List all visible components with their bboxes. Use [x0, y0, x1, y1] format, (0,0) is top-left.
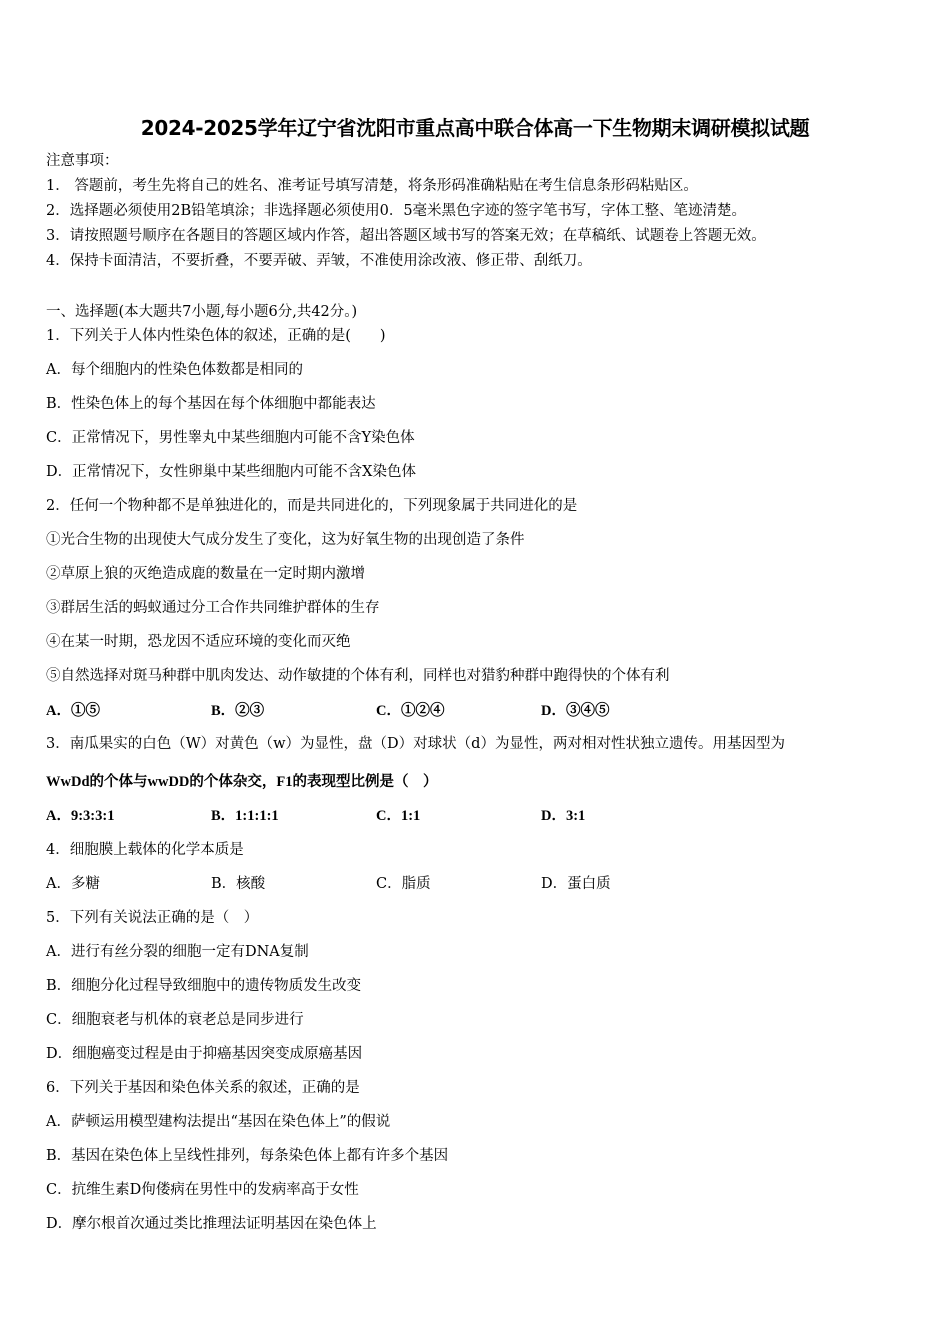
q2-statement-3: ③群居生活的蚂蚁通过分工合作共同维护群体的生存 [46, 600, 380, 616]
q6-option-b: B．基因在染色体上呈线性排列，每条染色体上都有许多个基因 [46, 1148, 449, 1164]
q3-option-c: C．1:1 [376, 808, 421, 824]
q1-stem: 1．下列关于人体内性染色体的叙述，正确的是( ) [46, 328, 386, 344]
q5-option-c: C．细胞衰老与机体的衰老总是同步进行 [46, 1012, 304, 1028]
q2-stem: 2．任何一个物种都不是单独进化的，而是共同进化的，下列现象属于共同进化的是 [46, 498, 578, 514]
notice-item-3: 3．请按照题号顺序在各题目的答题区域内作答，超出答题区域书写的答案无效；在草稿纸、试题卷上答题无效。 [46, 228, 766, 244]
q5-stem: 5．下列有关说法正确的是（ ） [46, 910, 259, 926]
q1-option-a: A．每个细胞内的性染色体数都是相同的 [46, 362, 303, 378]
q2-options [46, 701, 906, 721]
q2-option-b: B．②③ [211, 703, 265, 719]
q2-option-a: A．①⑤ [46, 703, 100, 719]
q4-option-b: B．核酸 [211, 876, 266, 892]
q6-option-c: C．抗维生素D佝偻病在男性中的发病率高于女性 [46, 1182, 359, 1198]
section-heading: 一、选择题(本大题共7小题,每小题6分,共42分。) [46, 304, 358, 320]
q3-option-b: B．1:1:1:1 [211, 808, 279, 824]
q6-option-d: D．摩尔根首次通过类比推理法证明基因在染色体上 [46, 1216, 377, 1232]
q5-option-d: D．细胞癌变过程是由于抑癌基因突变成原癌基因 [46, 1046, 363, 1062]
q3-stem-line-1: 3．南瓜果实的白色（W）对黄色（w）为显性，盘（D）对球状（d）为显性，两对相对性状独立遗传。用基因型为 [46, 736, 785, 752]
q2-statement-2: ②草原上狼的灭绝造成鹿的数量在一定时期内激增 [46, 566, 365, 582]
q6-option-a: A．萨顿运用模型建构法提出“基因在染色体上”的假说 [46, 1114, 391, 1130]
q2-statement-1: ①光合生物的出现使大气成分发生了变化，这为好氧生物的出现创造了条件 [46, 532, 525, 548]
q4-stem: 4．细胞膜上载体的化学本质是 [46, 842, 244, 858]
q1-option-d: D．正常情况下，女性卵巢中某些细胞内可能不含X染色体 [46, 464, 416, 480]
q4-options [46, 874, 906, 894]
q2-option-c: C．①②④ [376, 703, 445, 719]
q5-option-b: B．细胞分化过程导致细胞中的遗传物质发生改变 [46, 978, 362, 994]
q2-option-d: D．③④⑤ [541, 703, 610, 719]
q1-option-c: C．正常情况下，男性睾丸中某些细胞内可能不含Y染色体 [46, 430, 415, 446]
notice-item-2: 2．选择题必须使用2B铅笔填涂；非选择题必须使用0．5毫米黑色字迹的签字笔书写，字体工整、笔迹清楚。 [46, 203, 747, 219]
q2-statement-5: ⑤自然选择对斑马种群中肌肉发达、动作敏捷的个体有利，同样也对猎豹种群中跑得快的个体有利 [46, 668, 670, 684]
q1-option-b: B．性染色体上的每个基因在每个体细胞中都能表达 [46, 396, 376, 412]
q2-statement-4: ④在某一时期，恐龙因不适应环境的变化而灭绝 [46, 634, 351, 650]
notice-heading: 注意事项： [46, 153, 119, 169]
q3-option-d: D．3:1 [541, 808, 586, 824]
notice-item-4: 4．保持卡面清洁，不要折叠，不要弄破、弄皱，不准使用涂改液、修正带、刮纸刀。 [46, 253, 592, 269]
exam-title: 2024-2025学年辽宁省沈阳市重点高中联合体高一下生物期末调研模拟试题 [140, 116, 810, 140]
q3-option-a: A．9:3:3:1 [46, 808, 115, 824]
q5-option-a: A．进行有丝分裂的细胞一定有DNA复制 [46, 944, 309, 960]
q3-options [46, 806, 906, 826]
q3-stem-line-2: WwDd的个体与wwDD的个体杂交，F1的表现型比例是（ ） [46, 774, 438, 790]
q6-stem: 6．下列关于基因和染色体关系的叙述，正确的是 [46, 1080, 360, 1096]
q4-option-d: D．蛋白质 [541, 876, 611, 892]
q4-option-a: A．多糖 [46, 876, 100, 892]
notice-item-1: 1． 答题前，考生先将自己的姓名、准考证号填写清楚，将条形码准确粘贴在考生信息条形码粘贴区。 [46, 178, 698, 194]
q4-option-c: C．脂质 [376, 876, 431, 892]
